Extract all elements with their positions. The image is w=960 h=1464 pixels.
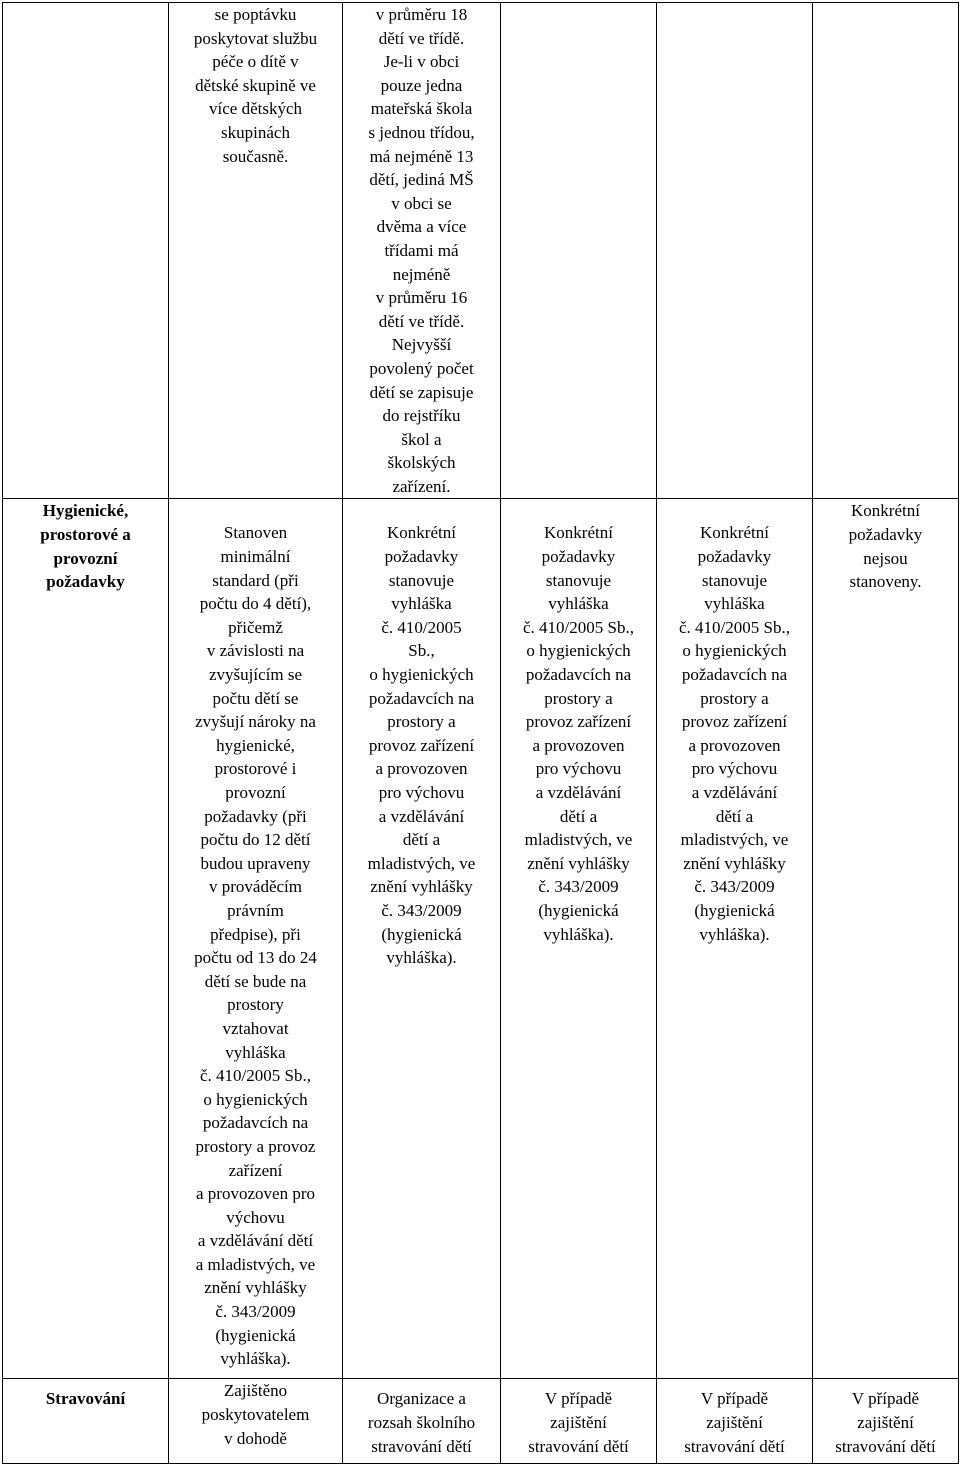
table-row-continuation [3,3,959,499]
cell-text: V případě zajištění stravování dětí [528,1389,629,1456]
cell-text: V případě zajištění stravování dětí [835,1389,936,1456]
requirements-table [2,2,959,1464]
cell-text: se poptávku poskytovat službu péče o dítě v dětské skupině ve více dětských skupinách současně. [193,5,318,166]
row-label-cell [3,1379,169,1464]
row-label-catering: Stravování [45,1389,126,1409]
cell-text: v průměru 18 dětí ve třídě. Je-li v obci pouze jedna mateřská škola s jednou třídou, má nejméně 13 dětí, jediná MŠ v obci se dvěma a více třídami má nejméně v průměru 16 dětí ve třídě. Nejvyšší povolený počet dětí se zapisuje do rejstříku škol a školských zařízení. [368,5,475,496]
table-cell-col4 [501,3,657,499]
table-cell-col5 [657,1379,813,1464]
cell-text: Konkrétní požadavky stanovuje vyhláška č. 410/2005 Sb., o hygienických požadavcích na prostory a provoz zařízení a provozoven pro výchovu a vzdělávání dětí a mladistvých, ve znění vyhlášky č. 343/2009 (hygienická vyhláška). [523,523,634,944]
table-cell-kindergarten [343,499,501,1379]
cell-text: V případě zajištění stravování dětí [684,1389,785,1456]
table-cell-children-group [169,1379,343,1464]
table-cell-children-group [169,499,343,1379]
table-cell-col6 [813,1379,959,1464]
table-row-catering [3,1379,959,1464]
cell-text: Konkrétní požadavky nejsou stanoveny. [848,501,923,592]
table-cell-col4 [501,1379,657,1464]
cell-text: Organizace a rozsah školního stravování dětí [367,1389,476,1456]
table-cell-col6 [813,3,959,499]
row-label-cell [3,3,169,499]
cell-text: Konkrétní požadavky stanovuje vyhláška č. 410/2005 Sb., o hygienických požadavcích na prostory a provoz zařízení a provozoven pro výchovu a vzdělávání dětí a mladistvých, ve znění vyhlášky č. 343/2009 (hygienická vyhláška). [367,523,476,968]
table-cell-col4 [501,499,657,1379]
table-row-hygienic-requirements [3,499,959,1379]
table-cell-children-group [169,3,343,499]
row-label-cell [3,499,169,1379]
row-label-hygienic: Hygienické, prostorové a provozní požadavky [40,501,131,592]
table-cell-kindergarten [343,3,501,499]
table-cell-col5 [657,3,813,499]
table-cell-kindergarten [343,1379,501,1464]
cell-text: Stanoven minimální standard (při počtu do 4 dětí), přičemž v závislosti na zvyšujícím se počtu dětí se zvyšují nároky na hygienické, prostorové i provozní požadavky (při počtu do 12 dětí budou upraveny v prováděcím právním předpise), při počtu od 13 do 24 dětí se bude na prostory vztahovat vyhláška č. 410/2005 Sb., o hygienických požadavcích na prostory a provoz zařízení a provozoven pro výchovu a vzdělávání dětí a mladistvých, ve znění vyhlášky č. 343/2009 (hygienická vyhláška). [194,523,317,1369]
table-cell-col5 [657,499,813,1379]
cell-text: Zajištěno poskytovatelem v dohodě [201,1381,310,1448]
table-cell-col6 [813,499,959,1379]
cell-text: Konkrétní požadavky stanovuje vyhláška č. 410/2005 Sb., o hygienických požadavcích na prostory a provoz zařízení a provozoven pro výchovu a vzdělávání dětí a mladistvých, ve znění vyhlášky č. 343/2009 (hygienická vyhláška). [679,523,790,944]
